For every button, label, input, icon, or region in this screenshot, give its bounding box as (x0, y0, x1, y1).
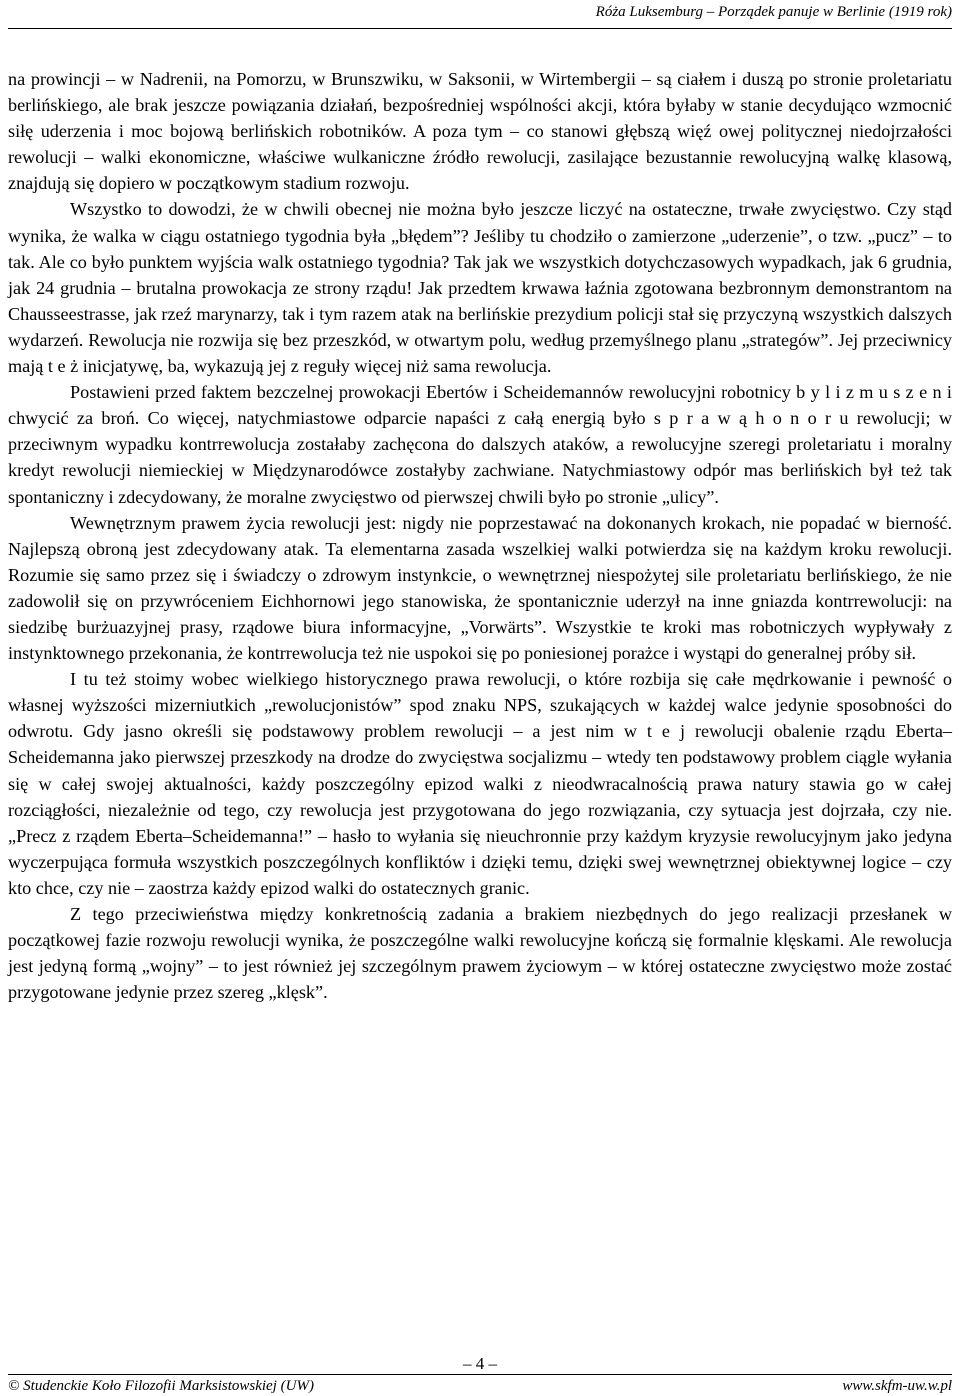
page-footer (8, 1374, 952, 1396)
paragraph: Wszystko to dowodzi, że w chwili obecnej nie można było jeszcze liczyć na ostateczne, trwałe zwycięstwo. Czy stąd wynika, że walka w ciągu ostatniego tygodnia była „błędem”? Jeśliby tu chodziło o zamierzone „uderzenie”, o tzw. „pucz” – to tak. Ale co było punktem wyjścia walk ostatniego tygodnia? Tak jak we wszystkich dotychczasowych wypadkach, jak 6 grudnia, jak 24 grudnia – brutalna prowokacja ze strony rządu! Jak przedtem krwawa łaźnia zgotowana bezbronnym demonstrantom na Chausseestrasse, jak rzeź marynarzy, tak i tym razem atak na berlińskie prezydium policji stał się przyczyną wszystkich dalszych wydarzeń. Rewolucja nie rozwija się bez przeszkód, w otwartym polu, według przemyślnego planu „strategów”. Jej przeciwnicy mają t e ż inicjatywę, ba, wykazują jej z reguły więcej niż sama rewolucja. (8, 199, 952, 377)
running-title: Róża Luksemburg – Porządek panuje w Berlinie (1919 rok) (595, 4, 952, 20)
paragraph: na prowincji – w Nadrenii, na Pomorzu, w Brunszwiku, w Saksonii, w Wirtembergii – są ciałem i duszą po stronie proletariatu berlińskiego, ale brak jeszcze powiązania działań, bezpośredniej wspólności akcji, która byłaby w stanie decydująco wzmocnić siłę uderzenia i moc bojową berlińskich robotników. A poza tym – co stanowi głębszą więź owej politycznej niedojrzałości rewolucji – walki ekonomiczne, właściwe wulkaniczne źródło rewolucji, zasilające bezustannie rewolucyjną walkę klasową, znajdują się dopiero w początkowym stadium rozwoju. (8, 69, 952, 194)
page-header (8, 0, 952, 29)
article-body (8, 66, 952, 1005)
page-number: – 4 – (463, 1354, 497, 1373)
footer-website: www.skfm-uw.w.pl (842, 1378, 952, 1394)
paragraph: I tu też stoimy wobec wielkiego historycznego prawa rewolucji, o które rozbija się całe mędrkowanie i pewność o własnej wyższości mizerniutkich „rewolucjonistów” spod znaku NPS, szukających w każdej walce jedynie sposobności do odwrotu. Gdy jasno określi się podstawowy problem rewolucji – a jest nim w t e j rewolucji obalenie rządu Eberta–Scheidemanna jako pierwszej przeszkody na drodze do zwycięstwa socjalizmu – wtedy ten podstawowy problem ciągle wyłania się w całej swojej aktualności, każdy poszczególny epizod walki z nieodwracalnością prawa natury stawia go w całej rozciągłości, niezależnie od tego, czy rewolucja jest przygotowana do jego rozwiązania, czy sytuacja jest dojrzała, czy nie. „Precz z rządem Eberta–Scheidemanna!” – hasło to wyłania się nieuchronnie przy każdym kryzysie rewolucyjnym jako jedyna wyczerpująca formuła wszystkich poszczególnych konfliktów i dzięki temu, dzięki swej wewnętrznej obiektywnej logice – czy kto chce, czy nie – zaostrza każdy epizod walki do ostatecznych granic. (8, 669, 952, 898)
paragraph: Wewnętrznym prawem życia rewolucji jest: nigdy nie poprzestawać na dokonanych krokach, nie popadać w bierność. Najlepszą obroną jest zdecydowany atak. Ta elementarna zasada wszelkiej walki potwierdza się na każdym kroku rewolucji. Rozumie się samo przez się i świadczy o zdrowym instynkcie, o wewnętrznej niespożytej sile proletariatu berlińskiego, że nie zadowolił się on przywróceniem Eichhornowi jego stanowiska, że spontanicznie uderzył na inne gniazda kontrrewolucji: na siedzibę burżuazyjnej prasy, rządowe biura informacyjne, „Vorwärts”. Wszystkie te kroki mas robotniczych wypływały z instynktownego przekonania, że kontrrewolucja też nie uspokoi się po poniesionej porażce i wystąpi do generalnej próby sił. (8, 512, 952, 664)
paragraph: Z tego przeciwieństwa między konkretnością zadania a brakiem niezbędnych do jego realizacji przesłanek w początkowej fazie rozwoju rewolucji wynika, że poszczególne walki rewolucyjne kończą się formalnie klęskami. Ale rewolucja jest jedyną formą „wojny” – to jest również jej szczególnym prawem życiowym – w której ostateczne zwycięstwo może zostać przygotowane jedynie przez szereg „klęsk”. (8, 904, 952, 1003)
footer-copyright: © Studenckie Koło Filozofii Marksistowskiej (UW) (8, 1378, 314, 1394)
paragraph: Postawieni przed faktem bezczelnej prowokacji Ebertów i Scheidemannów rewolucyjni robotnicy b y l i z m u s z e n i chwycić za broń. Co więcej, natychmiastowe odparcie napaści z całą energią było s p r a w ą h o n o r u rewolucji; w przeciwnym wypadku kontrrewolucja zostałaby zachęcona do dalszych ataków, a rewolucyjne szeregi proletariatu i moralny kredyt rewolucji niemieckiej w Międzynarodówce zostałyby zachwiane. Natychmiastowy odpór mas berlińskich był też tak spontaniczny i zdecydowany, że moralne zwycięstwo od pierwszej chwili było po stronie „ulicy”. (8, 382, 952, 507)
